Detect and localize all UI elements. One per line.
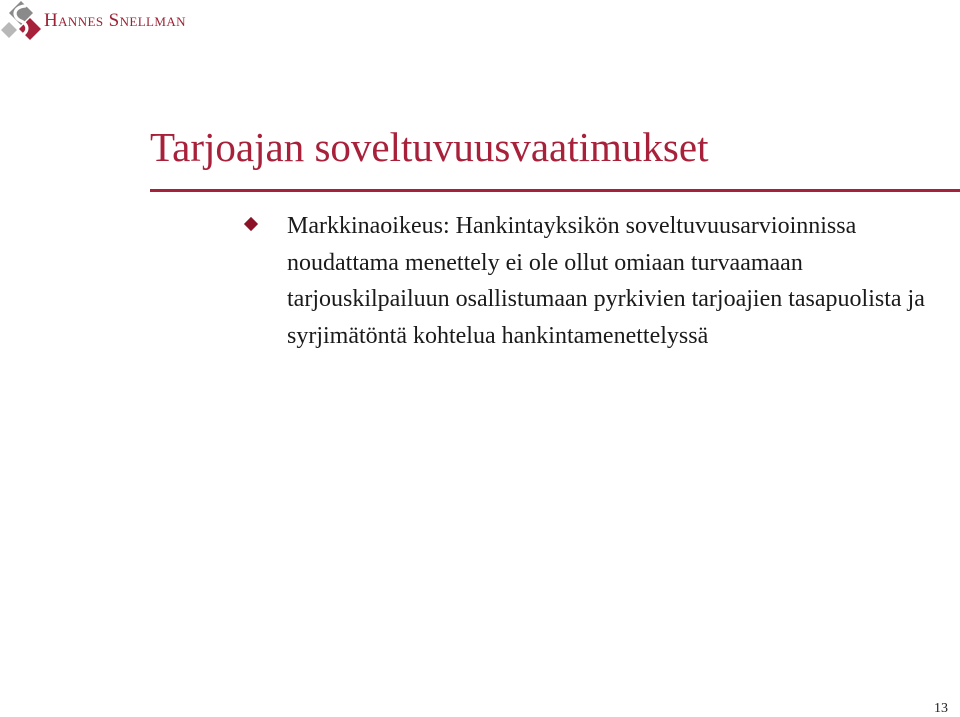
bullet-item <box>245 208 957 354</box>
logo-wordmark: Hannes Snellman <box>44 10 186 31</box>
bullet-list <box>245 208 957 354</box>
title-divider <box>150 189 960 192</box>
slide-title: Tarjoajan soveltuvuusvaatimukset <box>150 124 709 170</box>
company-logo <box>0 0 200 44</box>
bullet-text: Markkinaoikeus: Hankintayksikön soveltuvuusarvioinnissa noudattama menettely ei ole ollut omiaan turvaamaan tarjouskilpailuun osallistumaan pyrkivien tarjoajien tasapuolista ja syrjimätöntä kohtelua hankintamenettelyssä <box>287 213 925 349</box>
logo-mark-icon <box>0 0 42 42</box>
diamond-bullet-icon <box>244 217 258 231</box>
page-number: 13 <box>934 701 948 716</box>
